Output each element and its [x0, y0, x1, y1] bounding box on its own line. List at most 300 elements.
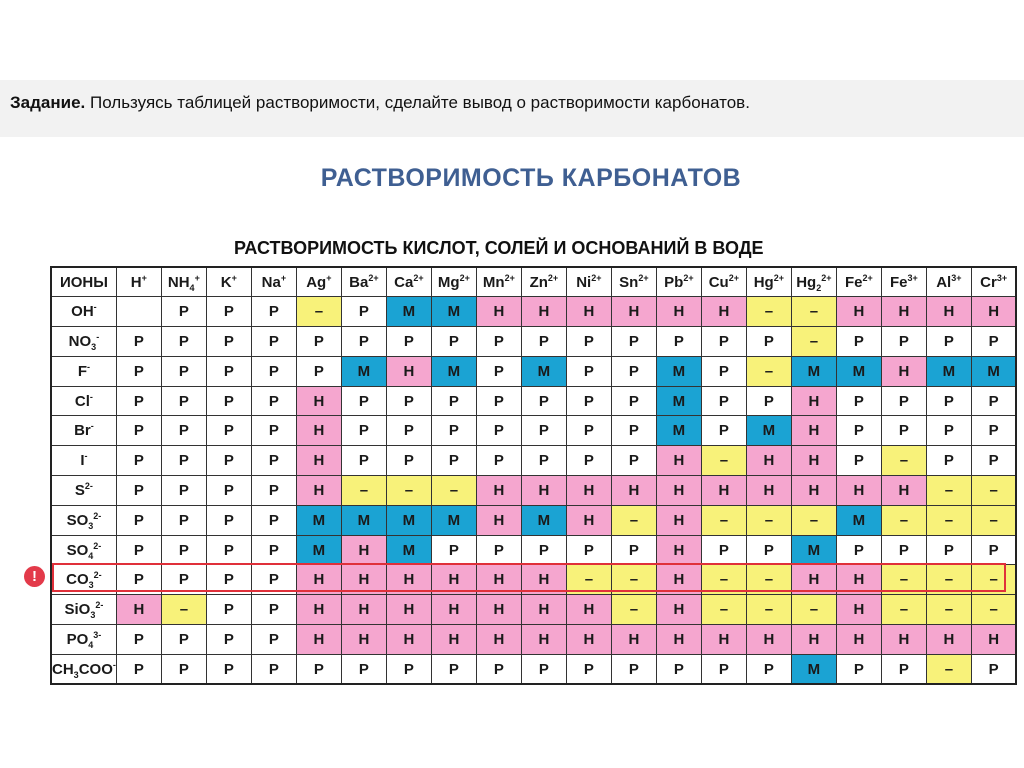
- anion-cell: [51, 416, 116, 446]
- solubility-cell: P: [116, 327, 161, 357]
- solubility-cell: P: [836, 446, 881, 476]
- solubility-cell: P: [431, 416, 476, 446]
- solubility-cell: M: [431, 297, 476, 327]
- solubility-cell: P: [386, 654, 431, 684]
- slide-title: РАСТВОРИМОСТЬ КАРБОНАТОВ: [320, 164, 742, 192]
- solubility-cell: M: [341, 356, 386, 386]
- cation-cell: [881, 267, 926, 297]
- ion-charge: 2+: [683, 272, 694, 283]
- solubility-cell: M: [791, 535, 836, 565]
- cation-cell: [701, 267, 746, 297]
- ion-charge: -: [96, 331, 100, 342]
- solubility-cell: –: [611, 595, 656, 625]
- ion-symbol: Pb: [664, 273, 684, 291]
- solubility-cell: H: [476, 625, 521, 655]
- solubility-cell: H: [566, 476, 611, 506]
- solubility-cell: [116, 297, 161, 327]
- solubility-cell: –: [971, 505, 1016, 535]
- solubility-cell: P: [746, 535, 791, 565]
- solubility-cell: P: [971, 386, 1016, 416]
- solubility-cell: –: [701, 505, 746, 535]
- solubility-cell: –: [431, 476, 476, 506]
- solubility-cell: P: [386, 416, 431, 446]
- solubility-cell: P: [926, 535, 971, 565]
- solubility-cell: P: [566, 416, 611, 446]
- solubility-cell: P: [116, 446, 161, 476]
- ion-symbol: Ni: [576, 273, 592, 291]
- solubility-cell: P: [701, 356, 746, 386]
- solubility-cell: –: [746, 505, 791, 535]
- cation-cell: [836, 267, 881, 297]
- solubility-cell: P: [611, 535, 656, 565]
- solubility-cell: P: [476, 446, 521, 476]
- solubility-cell: P: [161, 386, 206, 416]
- solubility-cell: P: [116, 505, 161, 535]
- solubility-cell: –: [611, 565, 656, 595]
- solubility-cell: P: [476, 535, 521, 565]
- solubility-cell: –: [791, 595, 836, 625]
- table-row: [51, 386, 1016, 416]
- ion-symbol: SO: [66, 511, 89, 529]
- solubility-cell: H: [836, 595, 881, 625]
- solubility-cell: M: [926, 356, 971, 386]
- solubility-cell: H: [656, 625, 701, 655]
- solubility-cell: P: [566, 327, 611, 357]
- solubility-cell: P: [386, 386, 431, 416]
- solubility-cell: –: [701, 565, 746, 595]
- solubility-cell: P: [926, 327, 971, 357]
- solubility-cell: P: [701, 327, 746, 357]
- solubility-cell: M: [431, 505, 476, 535]
- solubility-cell: H: [656, 297, 701, 327]
- anion-cell: [51, 625, 116, 655]
- solubility-cell: P: [296, 356, 341, 386]
- solubility-cell: –: [881, 595, 926, 625]
- solubility-cell: P: [341, 446, 386, 476]
- ion-symbol: Mg: [437, 273, 460, 291]
- solubility-cell: H: [476, 505, 521, 535]
- carbonate-row-highlight: [52, 563, 1006, 592]
- solubility-cell: H: [521, 625, 566, 655]
- anion-cell: [51, 476, 116, 506]
- solubility-cell: –: [926, 595, 971, 625]
- cation-cell: [791, 267, 836, 297]
- ion-symbol: SO: [66, 541, 89, 559]
- ion-symbol: Ba: [349, 273, 369, 291]
- solubility-cell: P: [161, 416, 206, 446]
- solubility-cell: P: [206, 386, 251, 416]
- solubility-cell: H: [656, 446, 701, 476]
- alert-icon: !: [24, 566, 45, 587]
- solubility-cell: P: [206, 356, 251, 386]
- table-row: [51, 356, 1016, 386]
- ion-charge: 3+: [907, 272, 918, 283]
- solubility-cell: –: [746, 356, 791, 386]
- solubility-cell: H: [656, 565, 701, 595]
- solubility-cell: P: [701, 535, 746, 565]
- ion-symbol: CO: [66, 571, 89, 589]
- ions-header-label: ИОНЫ: [59, 273, 108, 291]
- solubility-cell: P: [836, 386, 881, 416]
- ion-charge: 2+: [504, 272, 515, 283]
- solubility-cell: P: [251, 356, 296, 386]
- anion-cell: [51, 327, 116, 357]
- ion-subscript: 3: [88, 580, 94, 591]
- solubility-cell: H: [566, 505, 611, 535]
- solubility-cell: M: [521, 505, 566, 535]
- solubility-cell: P: [341, 327, 386, 357]
- solubility-cell: H: [656, 476, 701, 506]
- solubility-cell: P: [161, 476, 206, 506]
- solubility-cell: P: [566, 654, 611, 684]
- solubility-cell: P: [206, 595, 251, 625]
- solubility-cell: P: [386, 327, 431, 357]
- ion-charge: 2+: [413, 272, 424, 283]
- ion-charge: +: [280, 272, 287, 283]
- anion-cell: [51, 297, 116, 327]
- solubility-cell: H: [341, 625, 386, 655]
- solubility-cell: –: [926, 476, 971, 506]
- ion-subscript: 3: [88, 520, 94, 531]
- ion-symbol: Na: [261, 273, 281, 291]
- ion-charge: +: [141, 272, 147, 283]
- solubility-cell: –: [746, 595, 791, 625]
- cation-cell: [386, 267, 431, 297]
- ion-symbol-rest: COO: [78, 660, 113, 678]
- solubility-cell: P: [116, 356, 161, 386]
- solubility-cell: P: [746, 327, 791, 357]
- solubility-cell: M: [341, 505, 386, 535]
- solubility-cell: P: [161, 505, 206, 535]
- solubility-cell: –: [611, 505, 656, 535]
- solubility-cell: P: [206, 327, 251, 357]
- solubility-cell: P: [611, 446, 656, 476]
- table-row: [51, 297, 1016, 327]
- ion-subscript: 3: [91, 341, 97, 352]
- ion-symbol: H: [130, 273, 142, 291]
- solubility-cell: H: [791, 416, 836, 446]
- solubility-cell: H: [656, 595, 701, 625]
- solubility-cell: H: [296, 476, 341, 506]
- cation-cell: [161, 267, 206, 297]
- ion-symbol: CH: [52, 660, 74, 678]
- solubility-cell: P: [926, 386, 971, 416]
- solubility-cell: M: [296, 535, 341, 565]
- ion-symbol: Zn: [529, 273, 548, 291]
- ion-symbol: S: [74, 481, 85, 499]
- ion-charge: 2+: [862, 272, 873, 283]
- anion-cell: [51, 446, 116, 476]
- ion-symbol: Sn: [619, 273, 639, 291]
- ion-charge: -: [90, 421, 94, 432]
- solubility-cell: P: [161, 356, 206, 386]
- solubility-cell: P: [566, 535, 611, 565]
- cation-cell: [251, 267, 296, 297]
- solubility-cell: P: [161, 446, 206, 476]
- ion-charge: 2-: [95, 600, 104, 611]
- solubility-cell: H: [386, 565, 431, 595]
- ion-charge: 2-: [93, 510, 102, 521]
- solubility-cell: P: [521, 327, 566, 357]
- solubility-cell: –: [701, 446, 746, 476]
- solubility-cell: P: [476, 356, 521, 386]
- solubility-cell: M: [791, 356, 836, 386]
- solubility-cell: –: [791, 297, 836, 327]
- ions-corner-cell: [51, 267, 116, 297]
- ion-charge: 2+: [728, 272, 739, 283]
- table-row: [51, 595, 1016, 625]
- solubility-cell: P: [206, 416, 251, 446]
- solubility-cell: P: [611, 386, 656, 416]
- anion-cell: [51, 386, 116, 416]
- solubility-cell: P: [116, 535, 161, 565]
- solubility-cell: P: [251, 416, 296, 446]
- solubility-cell: P: [881, 654, 926, 684]
- solubility-cell: –: [791, 327, 836, 357]
- cation-cell: [611, 267, 656, 297]
- solubility-cell: H: [881, 625, 926, 655]
- solubility-cell: H: [701, 476, 746, 506]
- solubility-cell: H: [431, 565, 476, 595]
- ion-charge: 2+: [368, 272, 379, 283]
- ion-charge: 2+: [459, 272, 470, 283]
- solubility-cell: P: [206, 654, 251, 684]
- ion-symbol: Cu: [708, 273, 729, 291]
- ion-charge: 3+: [951, 272, 962, 283]
- ion-subscript: 3: [90, 610, 96, 621]
- solubility-cell: P: [296, 654, 341, 684]
- solubility-cell: P: [251, 386, 296, 416]
- solubility-cell: H: [476, 297, 521, 327]
- solubility-cell: H: [296, 595, 341, 625]
- cation-cell: [341, 267, 386, 297]
- solubility-cell: P: [476, 654, 521, 684]
- solubility-cell: –: [971, 476, 1016, 506]
- solubility-cell: H: [431, 625, 476, 655]
- solubility-cell: H: [566, 625, 611, 655]
- solubility-cell: M: [791, 654, 836, 684]
- solubility-cell: P: [521, 416, 566, 446]
- solubility-cell: P: [341, 297, 386, 327]
- solubility-cell: M: [971, 356, 1016, 386]
- solubility-cell: H: [881, 297, 926, 327]
- solubility-cell: –: [791, 505, 836, 535]
- ion-symbol: Fe: [889, 273, 908, 291]
- solubility-cell: P: [881, 416, 926, 446]
- solubility-cell: P: [161, 565, 206, 595]
- ion-charge: -: [93, 302, 97, 313]
- solubility-cell: P: [566, 356, 611, 386]
- solubility-cell: –: [881, 505, 926, 535]
- table-row: [51, 416, 1016, 446]
- solubility-cell: P: [431, 327, 476, 357]
- anion-cell: [51, 356, 116, 386]
- solubility-cell: H: [656, 505, 701, 535]
- solubility-cell: P: [431, 654, 476, 684]
- solubility-cell: P: [116, 625, 161, 655]
- ion-charge: -: [84, 451, 88, 462]
- solubility-cell: –: [971, 595, 1016, 625]
- ion-symbol: Cr: [980, 273, 997, 291]
- cation-cell: [476, 267, 521, 297]
- solubility-cell: M: [386, 535, 431, 565]
- cation-cell: [296, 267, 341, 297]
- solubility-cell: H: [746, 476, 791, 506]
- solubility-cell: P: [836, 654, 881, 684]
- solubility-cell: P: [971, 327, 1016, 357]
- solubility-cell: H: [431, 595, 476, 625]
- solubility-cell: H: [791, 386, 836, 416]
- solubility-cell: H: [386, 595, 431, 625]
- solubility-cell: P: [476, 416, 521, 446]
- solubility-cell: P: [116, 386, 161, 416]
- solubility-cell: M: [656, 416, 701, 446]
- solubility-cell: P: [116, 476, 161, 506]
- solubility-cell: H: [656, 535, 701, 565]
- solubility-cell: P: [161, 654, 206, 684]
- solubility-cell: M: [386, 297, 431, 327]
- solubility-cell: H: [746, 446, 791, 476]
- cation-cell: [431, 267, 476, 297]
- solubility-cell: P: [206, 297, 251, 327]
- solubility-cell: H: [476, 476, 521, 506]
- solubility-cell: P: [251, 446, 296, 476]
- solubility-cell: H: [881, 356, 926, 386]
- solubility-cell: H: [791, 446, 836, 476]
- solubility-cell: P: [476, 386, 521, 416]
- solubility-cell: P: [971, 446, 1016, 476]
- solubility-cell: –: [746, 297, 791, 327]
- solubility-cell: P: [476, 327, 521, 357]
- ion-subscript: 3: [73, 669, 79, 680]
- ion-subscript: 4: [88, 550, 94, 561]
- solubility-cell: P: [701, 386, 746, 416]
- solubility-cell: H: [701, 297, 746, 327]
- solubility-cell: H: [341, 595, 386, 625]
- ion-charge: 3-: [93, 629, 102, 640]
- solubility-cell: H: [836, 476, 881, 506]
- solubility-cell: –: [746, 565, 791, 595]
- table-row: [51, 654, 1016, 684]
- solubility-cell: P: [611, 356, 656, 386]
- cation-cell: [116, 267, 161, 297]
- anion-cell: [51, 535, 116, 565]
- solubility-cell: P: [386, 446, 431, 476]
- solubility-cell: H: [701, 625, 746, 655]
- ion-symbol: NH: [167, 273, 190, 291]
- ion-symbol: Ag: [306, 273, 327, 291]
- solubility-cell: –: [701, 595, 746, 625]
- solubility-cell: H: [836, 297, 881, 327]
- ion-symbol: Hg: [796, 273, 817, 291]
- ion-subscript: 2: [816, 282, 822, 293]
- solubility-cell: P: [611, 327, 656, 357]
- ion-symbol: Cl: [74, 392, 90, 410]
- solubility-cell: P: [431, 446, 476, 476]
- solubility-cell: P: [251, 565, 296, 595]
- solubility-cell: H: [296, 625, 341, 655]
- solubility-cell: P: [881, 386, 926, 416]
- ion-symbol: PO: [66, 630, 89, 648]
- solubility-cell: P: [836, 416, 881, 446]
- solubility-cell: P: [341, 386, 386, 416]
- solubility-cell: P: [206, 505, 251, 535]
- table-row: [51, 505, 1016, 535]
- solubility-cell: –: [926, 654, 971, 684]
- solubility-cell: P: [251, 297, 296, 327]
- cation-cell: [926, 267, 971, 297]
- table-row: [51, 446, 1016, 476]
- solubility-cell: P: [161, 327, 206, 357]
- solubility-cell: –: [971, 565, 1016, 595]
- ion-charge: -: [112, 659, 116, 670]
- solubility-cell: M: [836, 505, 881, 535]
- solubility-cell: P: [521, 535, 566, 565]
- solubility-cell: P: [251, 535, 296, 565]
- solubility-cell: H: [926, 297, 971, 327]
- solubility-cell: M: [521, 356, 566, 386]
- ion-charge: 2-: [84, 480, 93, 491]
- solubility-cell: H: [611, 297, 656, 327]
- solubility-cell: P: [881, 535, 926, 565]
- solubility-cell: H: [116, 595, 161, 625]
- table-title: РАСТВОРИМОСТЬ КИСЛОТ, СОЛЕЙ И ОСНОВАНИЙ В ВОДЕ: [234, 238, 764, 258]
- solubility-cell: P: [566, 386, 611, 416]
- solubility-cell: P: [836, 535, 881, 565]
- ion-symbol: SiO: [64, 601, 91, 619]
- solubility-cell: M: [656, 386, 701, 416]
- solubility-cell: P: [296, 327, 341, 357]
- ion-symbol: Mn: [482, 273, 505, 291]
- solubility-cell: P: [431, 386, 476, 416]
- solubility-cell: P: [701, 416, 746, 446]
- solubility-cell: M: [386, 505, 431, 535]
- solubility-cell: H: [386, 625, 431, 655]
- solubility-cell: H: [341, 535, 386, 565]
- solubility-cell: P: [251, 625, 296, 655]
- solubility-cell: H: [476, 565, 521, 595]
- solubility-cell: P: [206, 565, 251, 595]
- solubility-cell: P: [251, 654, 296, 684]
- solubility-cell: P: [251, 595, 296, 625]
- solubility-cell: P: [566, 446, 611, 476]
- solubility-cell: P: [161, 625, 206, 655]
- solubility-cell: H: [521, 476, 566, 506]
- solubility-cell: P: [206, 535, 251, 565]
- solubility-cell: –: [881, 565, 926, 595]
- table-row: [51, 535, 1016, 565]
- solubility-cell: M: [656, 356, 701, 386]
- ion-charge: 2+: [821, 272, 832, 283]
- solubility-cell: P: [521, 386, 566, 416]
- ion-charge: 3+: [996, 272, 1008, 283]
- ion-charge: 2+: [773, 272, 784, 283]
- table-row: [51, 476, 1016, 506]
- ion-charge: +: [326, 272, 332, 283]
- solubility-cell: H: [971, 625, 1016, 655]
- ion-charge: +: [231, 272, 237, 283]
- solubility-cell: H: [836, 625, 881, 655]
- solubility-cell: H: [521, 595, 566, 625]
- solubility-cell: P: [971, 654, 1016, 684]
- solubility-cell: P: [431, 535, 476, 565]
- solubility-cell: H: [386, 356, 431, 386]
- cation-cell: [206, 267, 251, 297]
- solubility-cell: H: [296, 416, 341, 446]
- solubility-cell: H: [521, 565, 566, 595]
- solubility-table: [50, 266, 1017, 685]
- solubility-cell: H: [566, 595, 611, 625]
